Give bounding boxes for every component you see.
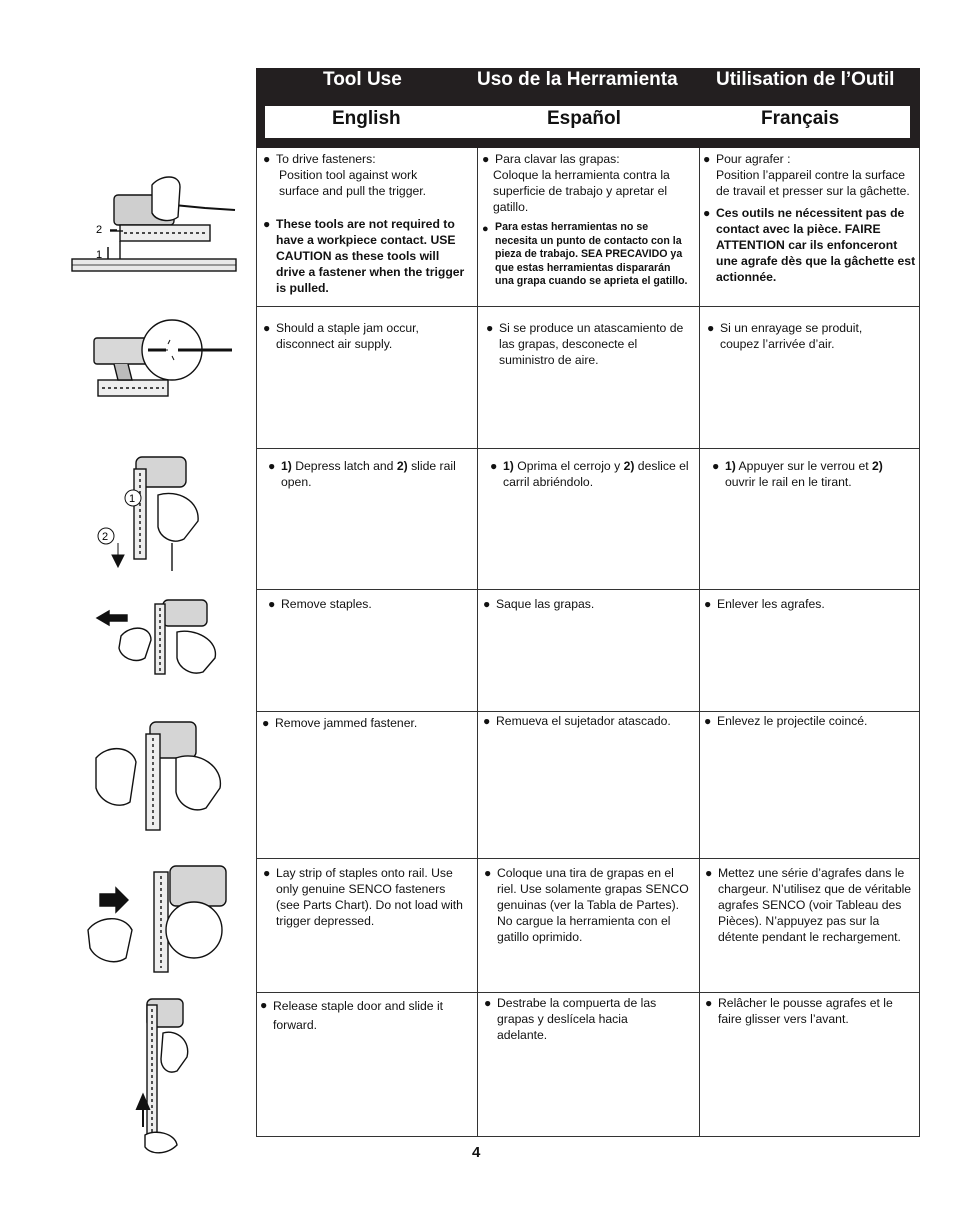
load-staples-illustration	[84, 862, 259, 974]
title-french: Utilisation de l’Outil	[716, 69, 895, 90]
row1-es-intro: Para clavar las grapas:	[495, 152, 620, 166]
disconnect-air-illustration	[92, 318, 237, 408]
row5-french: ● Enlevez le projectile coincé.	[704, 713, 904, 729]
row1-english: ● To drive fasteners: Position tool against work surface and pull the trigger. ● These tools are not required to have a workpiece contact. USE CAUTION as these tools will drive a fastener when the trigger is pulled.	[263, 152, 465, 295]
row6-french: ● Mettez une série d’agrafes dans le chargeur. N’utilisez que de véritable agrafes SENCO (voir Tableau des Pièces). N’appuyez pas sur la détente pendant le rechargement.	[705, 866, 912, 944]
row6-en-text: Lay strip of staples onto rail. Use only genuine SENCO fasteners (see Parts Chart). Do not load with trigger depressed.	[276, 866, 463, 928]
row1-en-step: Position tool against work surface and pull the trigger.	[279, 168, 427, 198]
row3-es-text-b: deslice el carril abriéndolo.	[503, 459, 689, 489]
row-divider	[256, 711, 920, 712]
row-divider	[256, 448, 920, 449]
row-divider	[256, 858, 920, 859]
remove-staples-illustration	[95, 596, 225, 676]
step-number: 2)	[396, 459, 408, 473]
row3-fr-text-a: Appuyer sur le verrou et	[735, 459, 873, 473]
language-spanish: Español	[547, 108, 621, 129]
row3-en-text-b: slide rail open.	[281, 459, 456, 489]
row3-french: ● 1) Appuyer sur le verrou et 2) ouvrir le rail en le tirant.	[712, 459, 883, 489]
row2-es-text: Si se produce un atascamiento de las grapas, desconecte el suministro de aire.	[499, 321, 684, 367]
row1-en-warning: These tools are not required to have a workpiece contact. USE CAUTION as these tools will drive a fastener when the trigger is pulled.	[276, 217, 465, 295]
language-french: Français	[761, 108, 840, 129]
callout-1: 1	[129, 493, 136, 505]
row1-fr-step: Position l’appareil contre la surface de travail et presser sur la gâchette.	[716, 168, 910, 198]
row2-english: ● Should a staple jam occur, disconnect air supply.	[263, 320, 453, 352]
row3-en-text-a: Depress latch and	[291, 459, 397, 473]
title-english: Tool Use	[323, 69, 402, 90]
row3-es-text-a: Oprima el cerrojo y	[513, 459, 624, 473]
row1-es-warning: Para estas herramientas no se necesita un punto de contacto con la pieza de trabajo. SEA PRECAVIDO ya que estas herramientas dispararán una grapa cuando se aprieta el gatillo.	[495, 221, 688, 287]
row5-fr-text: Enlevez le projectile coincé.	[717, 714, 868, 728]
row4-english: ● Remove staples.	[268, 596, 468, 612]
row3-fr-text-b: ouvrir le rail en le tirant.	[725, 475, 852, 489]
callout-2: 2	[102, 531, 109, 543]
row5-spanish: ● Remueva el sujetador atascado.	[483, 713, 693, 729]
row-divider	[256, 306, 920, 307]
row4-en-text: Remove staples.	[281, 597, 372, 611]
row7-english: ● Release staple door and slide it forward.	[260, 997, 470, 1035]
row6-es-text: Coloque una tira de grapas en el riel. Use solamente grapas SENCO genuinas (ver la Tabla de Partes). No cargue la herramienta con el gatillo oprimido.	[497, 866, 689, 944]
callout-2: 2	[96, 224, 103, 236]
step-number: 1)	[725, 459, 736, 473]
row6-fr-text: Mettez une série d’agrafes dans le chargeur. N’utilisez que de véritable agrafes SENCO (voir Tableau des Pièces). N’appuyez pas sur la détente pendant le rechargement.	[718, 866, 912, 944]
close-door-illustration	[125, 995, 205, 1160]
language-bar	[265, 106, 910, 138]
row2-fr-text: Si un enrayage se produit, coupez l’arrivée d’air.	[720, 321, 863, 351]
row1-fr-warning: Ces outils ne nécessitent pas de contact avec la pièce. FAIRE ATTENTION car ils enfonceront une agrafe dès que la gâchette est actionnée.	[716, 206, 916, 284]
step-number: 1)	[503, 459, 514, 473]
remove-jam-illustration	[92, 718, 232, 840]
row3-spanish: ● 1) Oprima el cerrojo y 2) deslice el carril abriéndolo.	[490, 459, 689, 489]
row1-spanish: ● Para clavar las grapas: Coloque la herramienta contra la superficie de trabajo y apretar el gatillo. ● Para estas herramientas no se necesita un punto de contacto con la pieza de trabajo. SEA PRECAVIDO ya que estas herramientas dispararán una grapa cuando se aprieta el gatillo.	[482, 151, 692, 289]
row4-fr-text: Enlever les agrafes.	[717, 597, 825, 611]
row4-es-text: Saque las grapas.	[496, 597, 595, 611]
row1-fr-intro: Pour agrafer :	[716, 152, 791, 166]
row2-en-text: Should a staple jam occur, disconnect air supply.	[276, 321, 419, 351]
row3-english: ● 1) Depress latch and 2) slide rail open.	[268, 459, 456, 489]
row2-spanish: ● Si se produce un atascamiento de las grapas, desconecte el suministro de aire.	[486, 320, 691, 368]
column-divider	[699, 148, 700, 1136]
open-rail-illustration	[96, 455, 206, 573]
step-number: 2)	[872, 459, 883, 473]
row7-french: ● Relâcher le pousse agrafes et le faire glisser vers l’avant.	[705, 995, 915, 1027]
row5-en-text: Remove jammed fastener.	[275, 716, 418, 730]
table-header	[256, 68, 920, 148]
row4-french: ● Enlever les agrafes.	[704, 596, 904, 612]
row1-en-intro: To drive fasteners:	[276, 152, 376, 166]
step-number: 1)	[281, 459, 292, 473]
row5-english: ● Remove jammed fastener.	[262, 715, 462, 731]
row1-es-step: Coloque la herramienta contra la superficie de trabajo y apretar el gatillo.	[493, 168, 670, 214]
row7-es-text: Destrabe la compuerta de las grapas y deslícela hacia adelante.	[497, 996, 657, 1042]
row7-fr-text: Relâcher le pousse agrafes et le faire glisser vers l’avant.	[718, 996, 893, 1026]
row-divider	[256, 589, 920, 590]
page-number: 4	[472, 1144, 481, 1161]
language-english: English	[332, 108, 401, 129]
drive-fastener-illustration	[70, 175, 240, 275]
row6-spanish: ● Coloque una tira de grapas en el riel. Use solamente grapas SENCO genuinas (ver la Tabla de Partes). No cargue la herramienta con el gatillo oprimido.	[484, 865, 694, 945]
title-spanish: Uso de la Herramienta	[477, 69, 678, 90]
step-number: 2)	[623, 459, 635, 473]
instruction-table	[256, 148, 920, 1137]
row2-french: ● Si un enrayage se produit, coupez l’arrivée d’air.	[707, 320, 892, 352]
row5-es-text: Remueva el sujetador atascado.	[496, 714, 671, 728]
row7-en-text: Release staple door and slide it forward.	[273, 999, 444, 1032]
callout-1: 1	[96, 249, 103, 261]
row4-spanish: ● Saque las grapas.	[483, 596, 683, 612]
column-divider	[477, 148, 478, 1136]
row7-spanish: ● Destrabe la compuerta de las grapas y deslícela hacia adelante.	[484, 995, 694, 1043]
row6-english: ● Lay strip of staples onto rail. Use only genuine SENCO fasteners (see Parts Chart). Do not load with trigger depressed.	[263, 865, 471, 929]
row1-french: ● Pour agrafer : Position l’appareil contre la surface de travail et presser sur la gâchette. ● Ces outils ne nécessitent pas de contact avec la pièce. FAIRE ATTENTION car ils enfonceront une agrafe dès que la gâchette est actionnée.	[703, 152, 916, 284]
row-divider	[256, 992, 920, 993]
